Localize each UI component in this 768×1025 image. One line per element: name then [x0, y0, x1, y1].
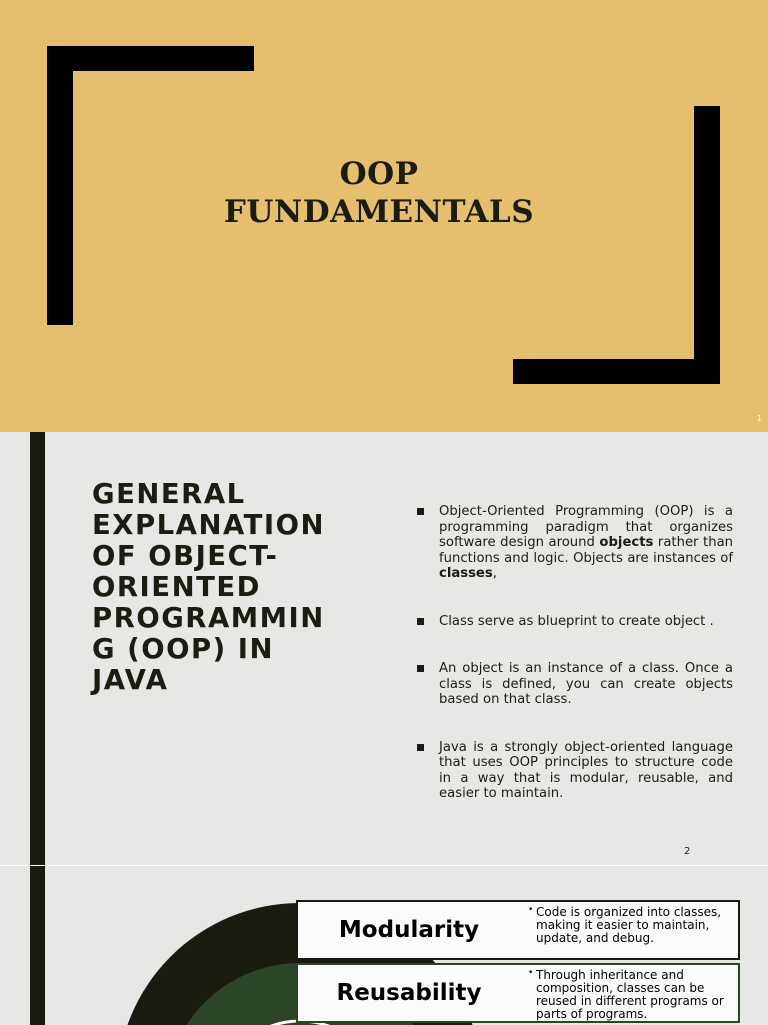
bullet-text: Object-Oriented Programming (OOP) is a programming paradigm that organizes software design around	[439, 504, 733, 550]
benefit-description: • Code is organized into classes, making it easier to maintain, update, and debug.	[528, 906, 736, 945]
heading-line: GENERAL	[92, 478, 246, 510]
heading-line: G (OOP) IN	[92, 633, 275, 665]
bullet-text: ,	[492, 566, 497, 581]
heading-line: ORIENTED	[92, 571, 261, 603]
corner-bracket-top-left-vertical	[47, 46, 73, 325]
slide-title-line-2: FUNDAMENTALS	[223, 194, 535, 230]
heading-line: JAVA	[92, 664, 169, 696]
explanation-slide	[0, 432, 768, 865]
benefit-card-modularity	[296, 900, 740, 960]
corner-bracket-bottom-right-vertical	[694, 106, 720, 384]
slide-number: 1	[756, 414, 762, 423]
bullet-item: Java is a strongly object-oriented language that uses OOP principles to structure code in a way that is modular, reusable, and easier to maintain.	[416, 740, 733, 802]
slide-heading	[92, 479, 342, 696]
corner-bracket-top-left	[47, 46, 254, 71]
benefit-description: • Through inheritance and composition, classes can be reused in different programs or parts of programs.	[528, 969, 736, 1021]
title-slide	[0, 0, 768, 432]
slide-number: 2	[684, 846, 691, 857]
slide-title	[150, 155, 608, 231]
slide-title-line-1: OOP	[339, 156, 419, 192]
bullet-bold-term: classes	[439, 566, 493, 581]
accent-bar	[30, 432, 45, 865]
bullet-bold-term: objects	[599, 535, 654, 550]
heading-line: EXPLANATION	[92, 509, 325, 541]
bullet-text: rather than functions and logic. Objects are instances of	[439, 535, 734, 566]
bullet-item	[416, 504, 733, 582]
bullet-item: Class serve as blueprint to create object .	[416, 614, 733, 630]
heading-line: OF OBJECT-	[92, 540, 279, 572]
benefit-term: Modularity	[338, 917, 480, 943]
benefits-slide	[0, 865, 768, 1025]
benefit-card-reusability	[296, 963, 740, 1023]
heading-line: PROGRAMMIN	[92, 602, 325, 634]
bullet-item: An object is an instance of a class. Once a class is defined, you can create objects based on that class.	[416, 661, 733, 708]
bullet-list	[416, 504, 733, 802]
benefit-term: Reusability	[336, 980, 482, 1006]
corner-bracket-bottom-right	[513, 359, 720, 384]
